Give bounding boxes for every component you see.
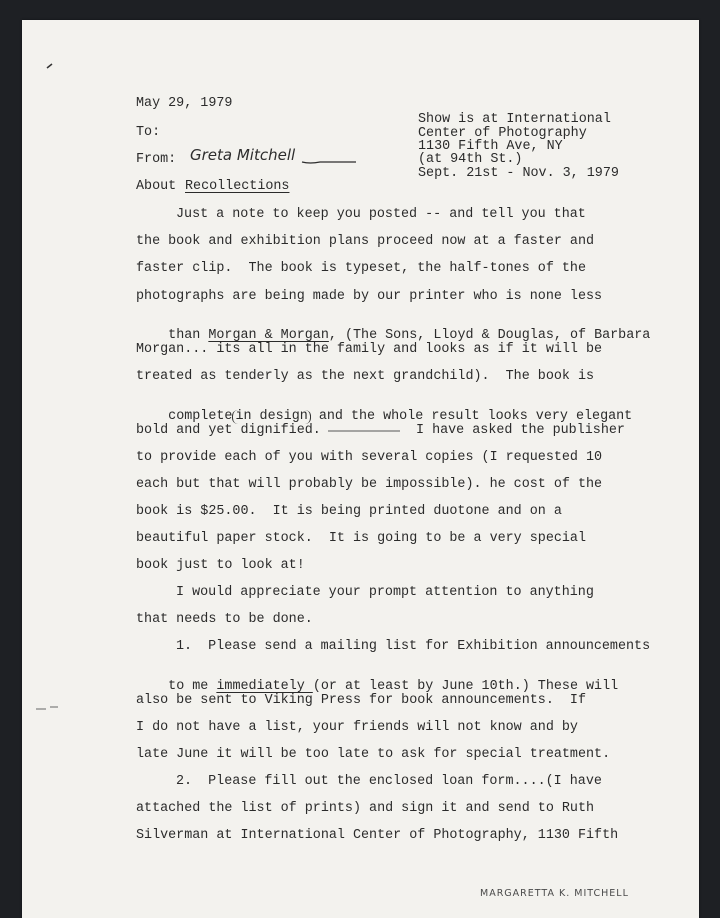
body-line: to provide each of you with several copies (I requested 10: [136, 450, 603, 465]
body-line: Just a note to keep you posted -- and tell you that: [176, 207, 586, 222]
body-line: also be sent to Viking Press for book announcements. If: [136, 693, 586, 708]
body-line: Silverman at International Center of Photography, 1130 Fifth: [136, 828, 619, 843]
show-info-line-4: (at 94th St.): [418, 152, 523, 167]
memo-date: May 29, 1979: [136, 96, 233, 111]
show-info-line-1: Show is at International: [418, 112, 611, 127]
body-text: than: [168, 328, 209, 344]
signature-underline: [300, 158, 360, 166]
body-line: photographs are being made by our printer who is none less: [136, 289, 603, 304]
body-line: bold and yet dignified.: [136, 423, 321, 438]
memo-from-label: From:: [136, 152, 177, 167]
memo-about-subject: Recollections: [185, 179, 290, 194]
handwritten-dash: [328, 428, 408, 434]
handwritten-insert: in design: [232, 410, 310, 423]
body-line: 2. Please fill out the enclosed loan form....(I have: [176, 774, 602, 789]
immediately-underlined: immediately: [216, 679, 313, 695]
archival-name-annotation: MARGARETTA K. MITCHELL: [480, 888, 629, 899]
memo-to-label: To:: [136, 125, 161, 140]
body-line: 1. Please send a mailing list for Exhibition announcements: [176, 639, 651, 654]
body-text: complete: [168, 409, 233, 425]
from-signature: Greta Mitchell: [190, 146, 296, 164]
show-info-line-3: 1130 Fifth Ave, NY: [418, 139, 563, 154]
stray-dash-marks: [36, 703, 60, 713]
body-line: each but that will probably be impossible). he cost of the: [136, 477, 603, 492]
body-line: late June it will be too late to ask for special treatment.: [136, 747, 611, 762]
body-line: I would appreciate your prompt attention to anything: [176, 585, 594, 600]
body-line: treated as tenderly as the next grandchild). The book is: [136, 369, 595, 384]
body-line: I do not have a list, your friends will not know and by: [136, 720, 578, 735]
body-text: and the whole result looks very elegant: [310, 409, 633, 425]
body-line: the book and exhibition plans proceed now at a faster and: [136, 234, 595, 249]
body-line: Morgan... its all in the family and looks as if it will be: [136, 342, 603, 357]
show-info-line-5: Sept. 21st - Nov. 3, 1979: [418, 166, 619, 181]
body-text: to me: [168, 679, 217, 695]
body-line: beautiful paper stock. It is going to be a very special: [136, 531, 586, 546]
body-text: , (The Sons, Lloyd & Douglas, of Barbara: [328, 328, 651, 344]
memo-about-label: About: [136, 179, 177, 194]
body-line: faster clip. The book is typeset, the half-tones of the: [136, 261, 586, 276]
body-line: I have asked the publisher: [416, 423, 625, 438]
body-line: that needs to be done.: [136, 612, 313, 627]
body-line: book just to look at!: [136, 558, 305, 573]
body-line: book is $25.00. It is being printed duotone and on a: [136, 504, 562, 519]
show-info-line-2: Center of Photography: [418, 126, 587, 141]
stray-ink-mark: [46, 62, 54, 70]
body-line: attached the list of prints) and sign it and send to Ruth: [136, 801, 595, 816]
printer-name-underlined: Morgan & Morgan: [208, 328, 329, 344]
body-text: (or at least by June 10th.) These will: [312, 679, 619, 695]
